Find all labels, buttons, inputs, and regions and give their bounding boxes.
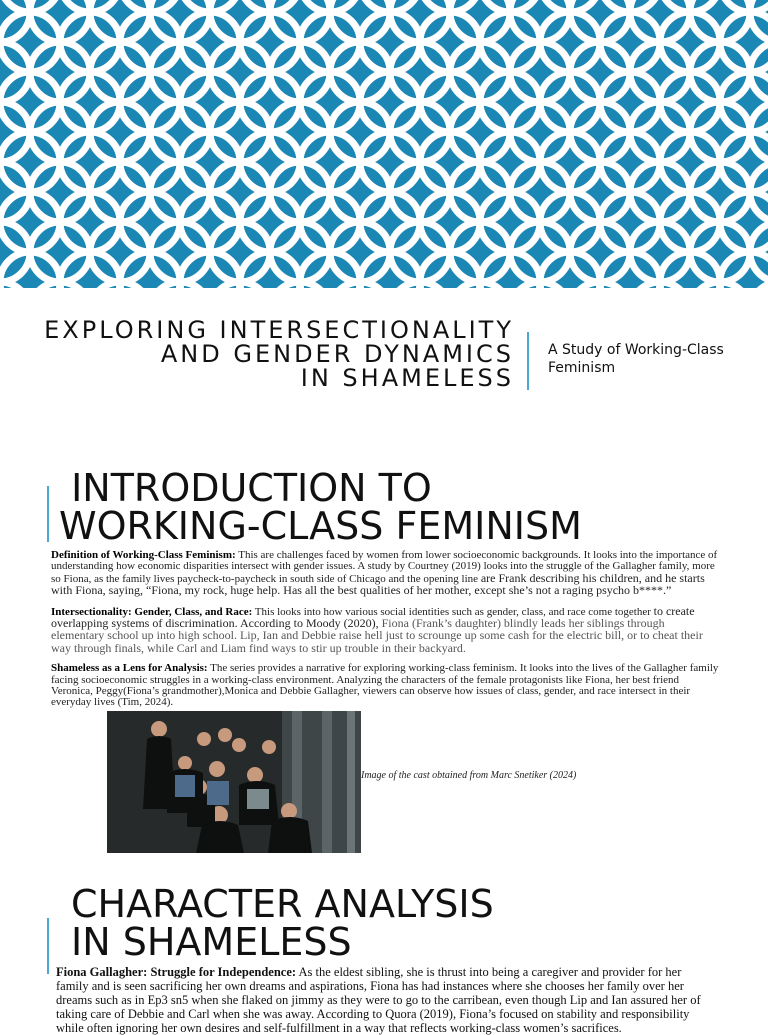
slide-subtitle: A Study of Working-Class Feminism xyxy=(548,342,724,376)
text-intersectionality-3: Fiona (Frank’s daughter) blindly leads her siblings through elementary school up into high school. Lip, Ian and Debbie raise hell just to scrounge up some cash for the electric bill, or to cheat their way through finals, while Carl and Liam find ways to stir up trouble in their backyard. xyxy=(51,616,703,655)
title-divider xyxy=(527,332,529,390)
paragraph-lens xyxy=(51,663,719,709)
title-line-1: EXPLORING INTERSECTIONALITY xyxy=(44,316,514,344)
term-definition: Definition of Working-Class Feminism: xyxy=(51,549,236,561)
text-definition-quote: are Frank describing his children, and he starts with Fiona, saying, “Fiona, my rock, huge help. Has all the best qualities of her mother, except she’s not a raging psycho b****.” xyxy=(51,570,705,598)
title-line-3: IN SHAMELESS xyxy=(300,364,514,392)
section-accent-bar xyxy=(47,486,49,542)
text-definition: This are challenges faced by women from lower socioeconomic backgrounds. It looks into the importance of understanding how economic disparities intersect with gender issues. A study by Courtney (2019) looks into the struggle of the Gallagher family, more so Fiona, as the family lives paycheck-to-paycheck in south side of Chicago and the opening line xyxy=(51,549,718,585)
text-lens: The series provides a narrative for exploring working-class feminism. It looks into the lives of the Gallagher family facing socioeconomic struggles in a working-class environment. Analyzing the characters of the female protagonists like Fiona, her best friend Veronica, Peggy(Fiona’s grandmother),Monica and Debbie Gallagher, viewers can observe how issues of class, gender, and race intersect in their everyday lives (Tim, 2024). xyxy=(51,662,719,709)
section-heading-character-line-2: IN SHAMELESS xyxy=(71,920,352,964)
paragraph-definition xyxy=(51,550,719,598)
section-heading-character-line-1: CHARACTER ANALYSIS xyxy=(71,882,494,926)
text-fiona: As the eldest sibling, she is thrust into being a caregiver and provider for her family and is seen sacrificing her own dreams and aspirations, Fiona has had instances where she chooses her family over her dreams such as in Ep3 sn5 when she flaked on jimmy as they were to go to the carribean, even though Lip and Ian assured her of taking care of Debbie and Carl when she was away. According to Quora (2019), Fiona’s focused on stability and responsibility while often ignoring her own desires and self-fulfillment in a way that reflects working-class women’s sacrifices. xyxy=(56,965,701,1035)
circle-pattern xyxy=(0,0,768,288)
cast-photo xyxy=(107,711,361,853)
paragraph-intersectionality xyxy=(51,603,719,656)
term-intersectionality: Intersectionality: Gender, Class, and Race: xyxy=(51,605,253,618)
cast-photo-illustration xyxy=(107,711,361,853)
section-heading-intro-line-2: WORKING-CLASS FEMINISM xyxy=(59,504,582,548)
section-accent-bar-2 xyxy=(47,918,49,974)
intro-body xyxy=(51,550,719,717)
term-fiona: Fiona Gallagher: Struggle for Independence: xyxy=(56,965,297,979)
character-body xyxy=(56,965,716,1035)
text-intersectionality-2: to create overlapping systems of discrimination. According to Moody (2020), xyxy=(51,603,695,631)
term-lens: Shameless as a Lens for Analysis: xyxy=(51,662,208,675)
text-intersectionality: This looks into how various social identities such as gender, class, and race come together xyxy=(252,605,654,618)
photo-caption: Image of the cast obtained from Marc Snetiker (2024) xyxy=(361,770,577,781)
section-heading-intro-line-1: INTRODUCTION TO xyxy=(59,466,432,510)
title-line-2: AND GENDER DYNAMICS xyxy=(160,340,514,368)
slide-title xyxy=(0,318,514,390)
header-pattern-banner xyxy=(0,0,768,288)
